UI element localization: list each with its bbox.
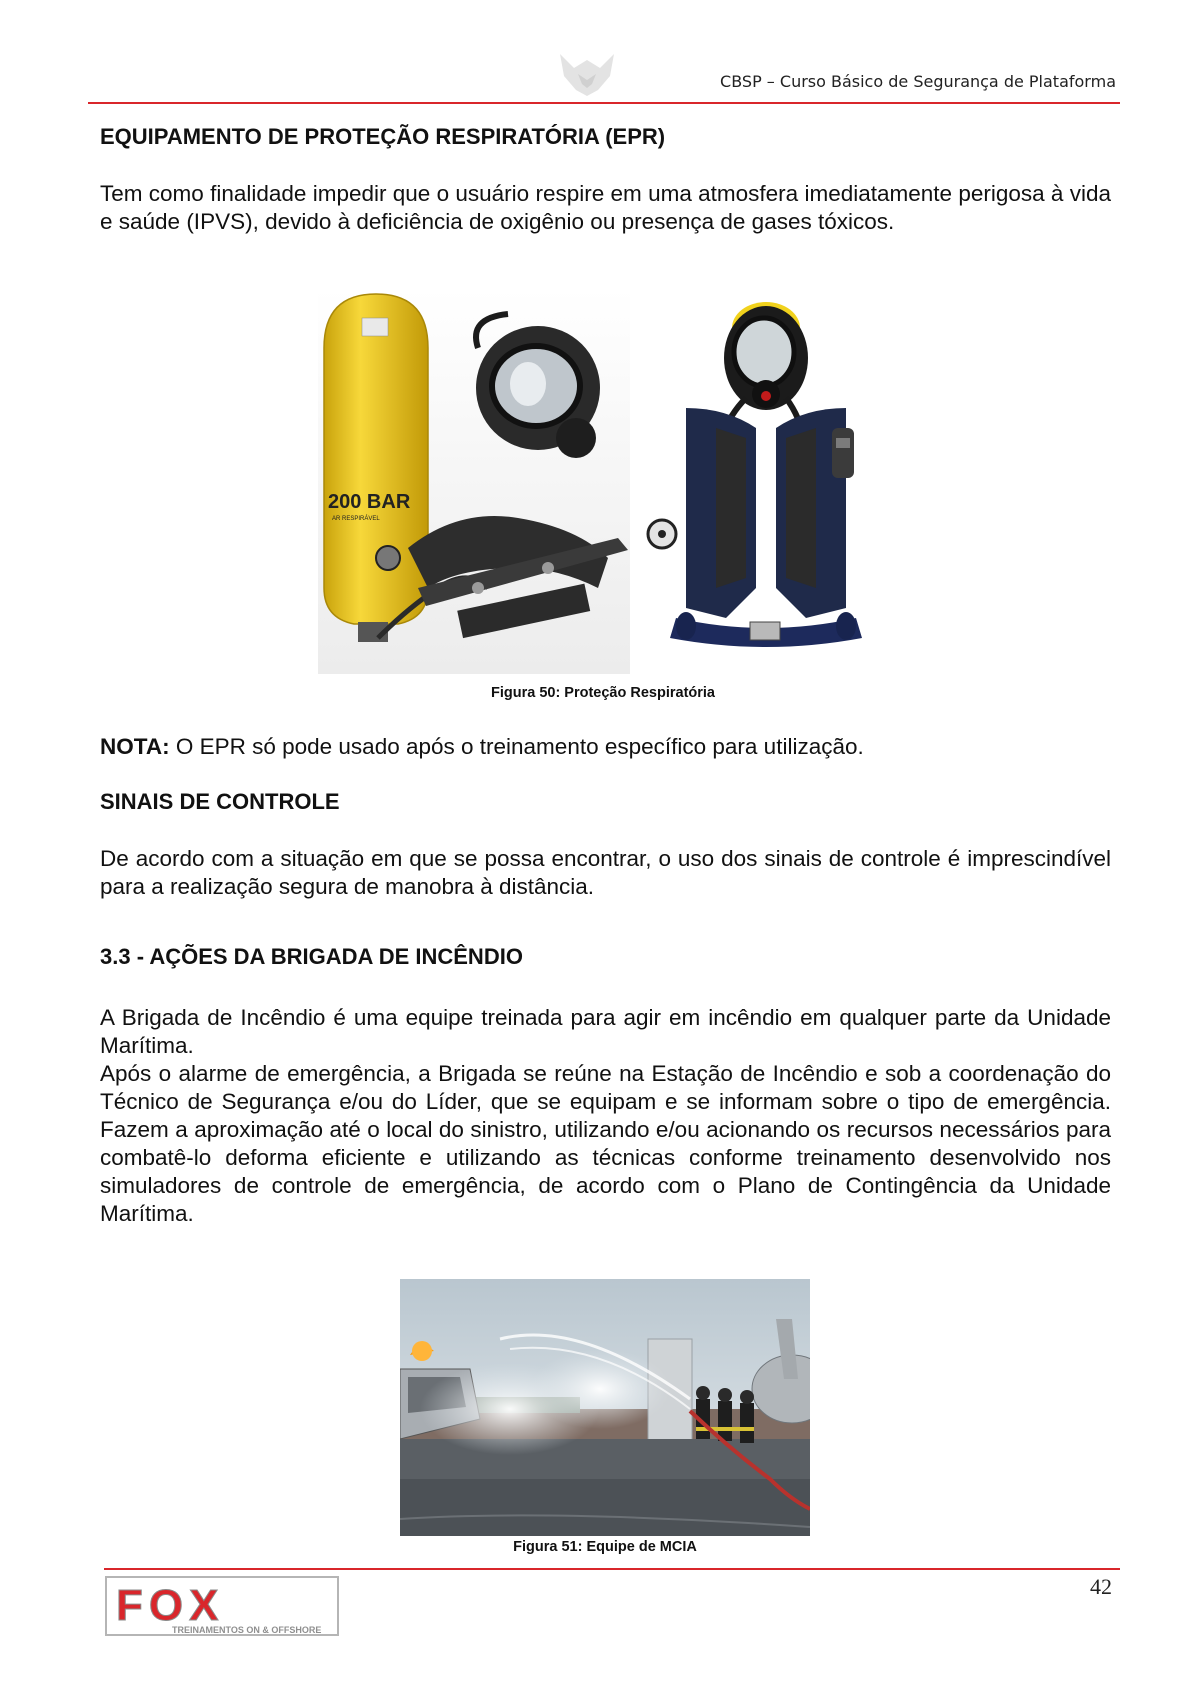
- nota-label: NOTA:: [100, 734, 170, 759]
- epr-heading: EQUIPAMENTO DE PROTEÇÃO RESPIRATÓRIA (EPR): [100, 124, 666, 149]
- figure-51-image: [400, 1279, 810, 1536]
- brigada-paragraph-block: [100, 1004, 1111, 1228]
- epr-section: [100, 124, 1111, 150]
- sinais-section: [100, 789, 1111, 815]
- tank-label: 200 BAR: [328, 491, 411, 513]
- nota-block: [100, 733, 1111, 761]
- brigada-section: [100, 944, 1111, 970]
- fox-logo: [104, 1575, 344, 1645]
- brigada-paragraph-2: Após o alarme de emergência, a Brigada se reúne na Estação de Incêndio e sob a coordenação do Técnico de Segurança e/ou do Líder, que se equipam e se informam sobre o tipo de emergência. Fazem a aproximação até o local do sinistro, utilizando e/ou acionando os recursos necessários para combatê-lo deforma eficiente e utilizando as técnicas conforme treinamento desenvolvido nos simuladores de controle de emergência, de acordo com o Plano de Contingência da Unidade Marítima.: [100, 1061, 1111, 1226]
- brigada-heading: 3.3 - AÇÕES DA BRIGADA DE INCÊNDIO: [100, 944, 523, 969]
- figure-51-caption: Figura 51: Equipe de MCIA: [513, 1539, 697, 1555]
- sinais-heading: SINAIS DE CONTROLE: [100, 789, 340, 814]
- footer-divider: [104, 1568, 1120, 1570]
- sinais-paragraph: De acordo com a situação em que se possa encontrar, o uso dos sinais de controle é imprescindível para a realização segura de manobra à distância.: [100, 846, 1111, 899]
- nota-text: O EPR só pode usado após o treinamento específico para utilização.: [169, 734, 864, 759]
- figure-50-caption: Figura 50: Proteção Respiratória: [490, 685, 715, 701]
- fox-logo-text: FOX: [116, 1581, 225, 1630]
- nota-paragraph: [100, 733, 1111, 761]
- fox-logo-subtitle: TREINAMENTOS ON & OFFSHORE: [172, 1625, 322, 1635]
- fox-watermark-logo: [556, 50, 618, 98]
- tank-sublabel: AR RESPIRÁVEL: [332, 516, 380, 522]
- brigada-paragraph-1: A Brigada de Incêndio é uma equipe treinada para agir em incêndio em qualquer parte da Unidade Marítima.: [100, 1005, 1111, 1058]
- epr-paragraph: Tem como finalidade impedir que o usuário respire em uma atmosfera imediatamente perigosa à vida e saúde (IPVS), devido à deficiência de oxigênio ou presença de gases tóxicos.: [100, 181, 1111, 234]
- header-divider: [88, 102, 1120, 104]
- sinais-paragraph-block: [100, 845, 1111, 901]
- figure-50-image: [318, 288, 888, 674]
- header-title: CBSP – Curso Básico de Segurança de Plataforma: [720, 72, 1116, 91]
- epr-paragraph-block: [100, 180, 1111, 236]
- page-number: 42: [1090, 1574, 1112, 1599]
